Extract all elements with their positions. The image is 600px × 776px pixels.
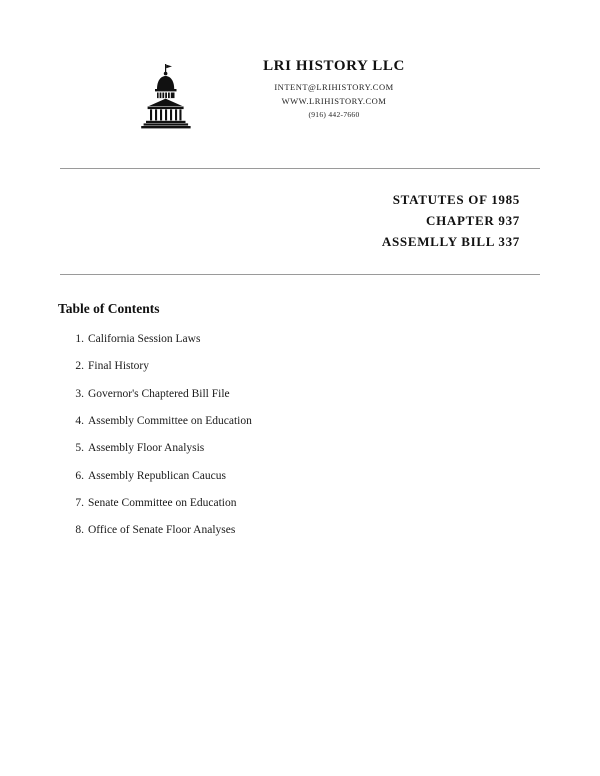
statutes-year: STATUTES OF 1985 [392, 192, 520, 207]
list-item[interactable]: Assembly Republican Caucus [88, 469, 226, 482]
org-email: INTENT@LRIHISTORY.COM [274, 82, 394, 92]
capitol-building-icon [135, 62, 197, 132]
org-website: WWW.LRIHISTORY.COM [281, 96, 387, 106]
table-of-contents [0, 275, 600, 550]
toc-heading: Table of Contents [58, 301, 160, 317]
title-block [0, 169, 600, 252]
letterhead [0, 0, 600, 132]
bill-number: ASSEMLLY BILL 337 [381, 234, 520, 250]
list-item[interactable]: Final History [88, 360, 150, 373]
list-item[interactable]: California Session Laws [88, 333, 201, 346]
list-item[interactable]: Assembly Committee on Education [88, 415, 252, 428]
list-item[interactable]: Governor's Chaptered Bill File [88, 387, 230, 400]
list-item[interactable]: Senate Committee on Education [88, 497, 237, 510]
list-item[interactable]: Office of Senate Floor Analyses [88, 524, 236, 537]
org-identity [203, 58, 465, 119]
toc-list [58, 331, 600, 550]
list-item[interactable]: Assembly Floor Analysis [88, 442, 205, 455]
org-name: LRI HISTORY LLC [263, 58, 405, 74]
chapter-number: CHAPTER 937 [425, 213, 520, 229]
org-phone: (916) 442-7660 [308, 110, 360, 119]
